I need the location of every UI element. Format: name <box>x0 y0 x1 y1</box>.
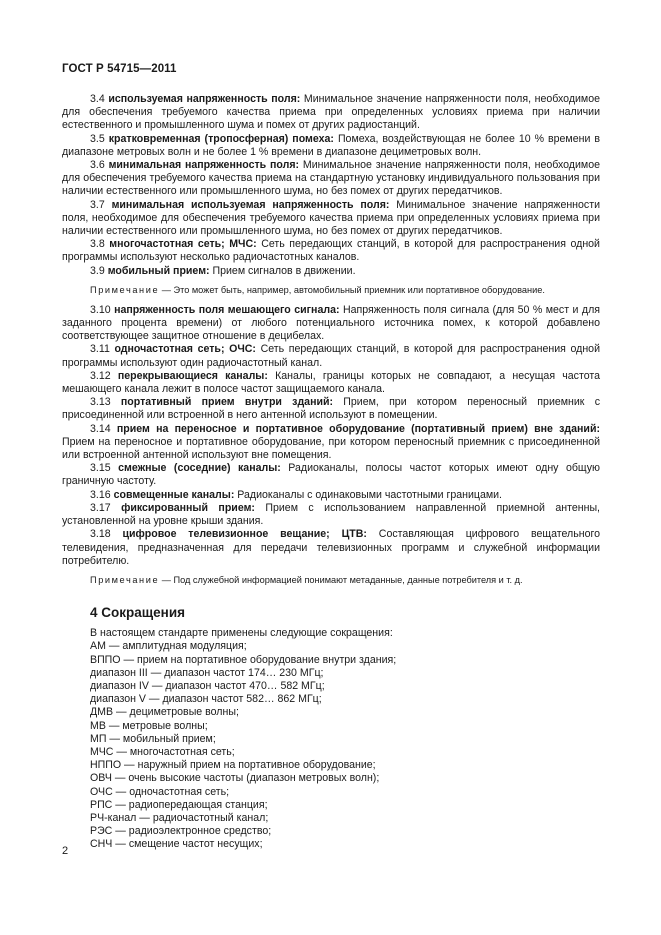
definition-term: мобильный прием: <box>107 264 210 277</box>
definition-term: фиксированный прием: <box>121 501 255 514</box>
note-label: Примечание <box>90 574 160 585</box>
definition-text: Минимальное значение напряженности поля, необходимое для обеспечения требуемого качества приема на стандартную установку индивидуального пользования при наличии естественного или промышленного шума, но без помех от других передатчиков. <box>62 159 600 198</box>
abbreviation-item: РЧ-канал — радиочастотный канал; <box>90 811 269 824</box>
definition-term: совмещенные каналы: <box>113 488 235 501</box>
definition-number: 3.6 <box>90 159 105 172</box>
section-title: 4 Сокращения <box>90 604 185 620</box>
definition-text: Минимальное значение напряженности поля, необходимое для обеспечения требуемого качества приема при определенных условиях приема при наличии естественного и промышленного шума и помех от других радиостанций. <box>62 93 600 132</box>
definition-paragraph <box>62 489 600 502</box>
definition-paragraph <box>62 304 600 344</box>
abbreviation-item: СНЧ — смещение частот несущих; <box>90 838 263 851</box>
definition-number: 3.13 <box>90 396 111 409</box>
definitions-block-1 <box>62 93 600 278</box>
definition-number: 3.7 <box>90 198 105 211</box>
definition-number: 3.5 <box>90 132 105 145</box>
definition-text: Помеха, воздействующая не более 10 % времени в диапазоне метровых волн и не более 1 % времени в диапазоне дециметровых волн. <box>62 132 600 158</box>
definitions-block-2 <box>62 304 600 568</box>
definition-text: Каналы, границы которых не совпадают, а несущая частота мешающего канала лежит в полосе частот защищаемого канала. <box>62 369 600 396</box>
definition-paragraph <box>62 133 600 159</box>
definition-number: 3.8 <box>90 238 105 251</box>
note-label: Примечание <box>90 284 160 295</box>
note-text: — Под служебной информацией понимают метаданные, данные потребителя и т. д. <box>159 574 523 585</box>
abbreviation-item: НППО — наружный прием на портативное оборудование; <box>90 759 376 772</box>
abbreviation-item: ОЧС — одночастотная сеть; <box>90 785 230 798</box>
abbreviation-item: диапазон III — диапазон частот 174… 230 МГц; <box>90 666 324 679</box>
abbreviation-item: МВ — метровые волны; <box>90 719 208 732</box>
abbreviation-item: РПС — радиопередающая станция; <box>90 798 268 811</box>
note-1 <box>62 284 600 296</box>
abbreviation-item: РЭС — радиоэлектронное средство; <box>90 825 272 838</box>
definition-text: Напряженность поля сигнала (для 50 % мест и для заданного процента времени) от любого потенциального источника помех, к которой добавлено соответствующее защитное отношение в децибелах. <box>62 303 600 343</box>
definition-number: 3.15 <box>90 462 111 475</box>
definition-number: 3.14 <box>90 422 111 435</box>
definition-text: Радиоканалы, полосы частот которых имеют одну общую граничную частоту. <box>62 462 600 488</box>
definition-number: 3.18 <box>90 528 111 541</box>
definition-term: одночастотная сеть; ОЧС: <box>114 343 256 356</box>
definition-term: используемая напряженность поля: <box>108 93 301 105</box>
note-2 <box>62 574 600 586</box>
note-text: — Это может быть, например, автомобильный приемник или портативное оборудование. <box>159 284 545 295</box>
definition-number: 3.17 <box>90 501 111 514</box>
definition-paragraph <box>62 396 600 422</box>
document-body <box>62 93 600 852</box>
definition-paragraph <box>62 528 600 568</box>
definition-term: прием на переносное и портативное оборудование (портативный прием) вне зданий: <box>116 422 600 435</box>
definition-text: Прием с использованием направленной приемной антенны, установленной на уровне крыши здания. <box>62 501 601 528</box>
abbreviations-list <box>62 640 600 851</box>
definition-text: Минимальное значение напряженности поля, необходимое для обеспечения требуемого качества приема при определенных условиях приема при наличии естественного или промышленного шума, но без помех от других передатчиков. <box>62 198 600 238</box>
definition-paragraph <box>62 238 600 264</box>
definition-paragraph <box>62 265 600 278</box>
definition-paragraph <box>62 199 600 239</box>
abbreviations-intro: В настоящем стандарте применены следующие сокращения: <box>90 627 393 640</box>
definition-number: 3.9 <box>90 264 105 277</box>
definition-text: Радиоканалы с одинаковыми частотными границами. <box>234 488 502 501</box>
page-number: 2 <box>62 845 69 857</box>
definition-paragraph <box>62 462 600 488</box>
definition-text: Прием сигналов в движении. <box>209 264 356 277</box>
abbreviation-item: диапазон IV — диапазон частот 470… 582 МГц; <box>90 679 325 692</box>
definition-paragraph <box>62 370 600 396</box>
definition-text: Составляющая цифрового вещательного телевидения, предназначенная для передачи телевизионных программ и служебной информации потребителю. <box>62 528 600 567</box>
document-header: ГОСТ Р 54715—2011 <box>62 63 177 75</box>
definition-number: 3.11 <box>90 343 110 356</box>
definition-paragraph <box>62 423 600 463</box>
definition-number: 3.16 <box>90 488 111 501</box>
definition-text: Сеть передающих станций, в которой для распространения одной программы используют несколько радиочастотных каналов. <box>62 238 600 264</box>
definition-paragraph <box>62 343 600 369</box>
definition-paragraph <box>62 159 600 199</box>
abbreviation-item: ОВЧ — очень высокие частоты (диапазон метровых волн); <box>90 772 380 785</box>
definition-term: перекрывающиеся каналы: <box>117 369 268 382</box>
abbreviation-item: АМ — амплитудная модуляция; <box>90 640 247 653</box>
abbreviation-item: диапазон V — диапазон частот 582… 862 МГц; <box>90 693 322 706</box>
definition-number: 3.4 <box>90 93 105 105</box>
definition-term: кратковременная (тропосферная) помеха: <box>108 132 334 145</box>
definition-text: Прием на переносное и портативное оборудование, при котором переносный приемник с присоединенной или встроенной антенной используют вне помещения. <box>62 435 600 462</box>
definition-text: Прием, при котором переносный приемник с присоединенной или встроенной в него антенной используют в помещении. <box>62 396 600 422</box>
definition-term: цифровое телевизионное вещание; ЦТВ: <box>122 528 367 541</box>
definition-number: 3.10 <box>90 303 111 316</box>
definition-term: портативный прием внутри зданий: <box>120 396 334 409</box>
definition-term: минимальная используемая напряженность поля: <box>111 198 390 211</box>
definition-term: смежные (соседние) каналы: <box>118 462 281 475</box>
definition-term: минимальная напряженность поля: <box>108 159 300 172</box>
definition-term: напряженность поля мешающего сигнала: <box>114 303 340 316</box>
abbreviation-item: МЧС — многочастотная сеть; <box>90 745 235 758</box>
definition-paragraph <box>62 502 600 528</box>
abbreviation-item: МП — мобильный прием; <box>90 732 216 745</box>
definition-term: многочастотная сеть; МЧС: <box>109 238 257 251</box>
abbreviation-item: ДМВ — дециметровые волны; <box>90 706 239 719</box>
definition-paragraph <box>62 93 600 133</box>
definition-number: 3.12 <box>90 369 111 382</box>
abbreviation-item: ВППО — прием на портативное оборудование внутри здания; <box>90 653 397 666</box>
definition-text: Сеть передающих станций, в которой для распространения одной программы используют один радиочастотный канал. <box>62 343 600 369</box>
